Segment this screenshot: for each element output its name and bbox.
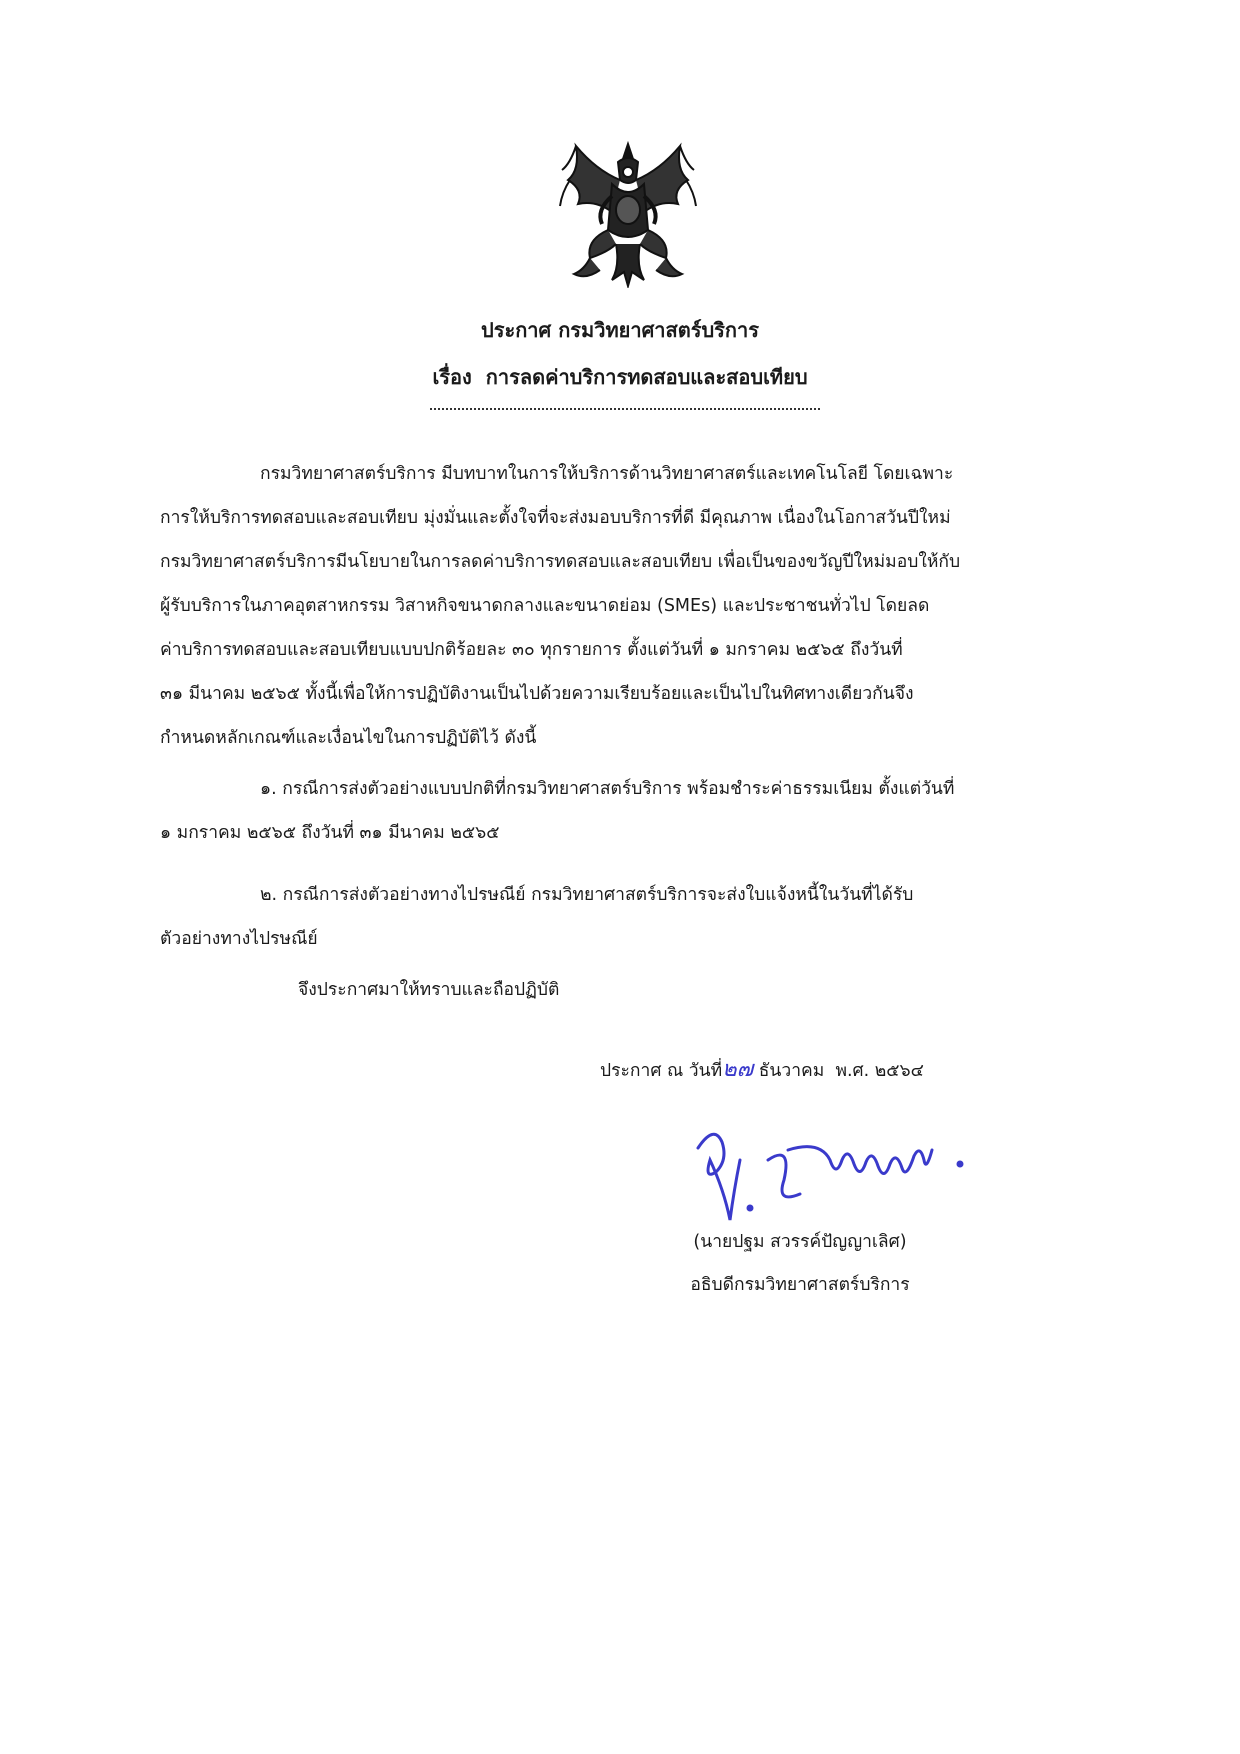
item-2-line: ตัวอย่างทางไปรษณีย์: [160, 929, 318, 949]
intro-line: กรมวิทยาศาสตร์บริการ มีบทบาทในการให้บริการด้านวิทยาศาสตร์และเทคโนโลยี โดยเฉพาะ: [260, 464, 954, 484]
announcement-date: [600, 1050, 924, 1091]
item-1-line: ๑ มกราคม ๒๕๖๕ ถึงวันที่ ๓๑ มีนาคม ๒๕๖๕: [160, 823, 500, 843]
intro-line: ผู้รับบริการในภาคอุตสาหกรรม วิสาหกิจขนาดกลางและขนาดย่อม (SMEs) และประชาชนทั่วไป โดยลด: [160, 596, 930, 616]
intro-paragraph: [160, 452, 1095, 760]
intro-line: กรมวิทยาศาสตร์บริการมีนโยบายในการลดค่าบริการทดสอบและสอบเทียบ เพื่อเป็นของขวัญปีใหม่มอบให้กับ: [160, 552, 961, 572]
item-1-line: ๑. กรณีการส่งตัวอย่างแบบปกติที่กรมวิทยาศาสตร์บริการ พร้อมชำระค่าธรรมเนียม ตั้งแต่วันที่: [260, 779, 955, 799]
subject-label: เรื่อง: [432, 365, 472, 389]
item-2-paragraph: [160, 873, 1095, 961]
date-year: พ.ศ. ๒๕๖๔: [835, 1061, 924, 1081]
date-prefix: ประกาศ ณ วันที่: [600, 1061, 723, 1081]
handwritten-day: ๒๗: [722, 1057, 754, 1082]
signatory-name: (นายปฐม สวรรค์ปัญญาเลิศ): [693, 1232, 907, 1252]
date-month: ธันวาคม: [758, 1061, 825, 1081]
announcement-subject: [0, 362, 1240, 392]
handwritten-signature: [680, 1120, 980, 1230]
item-2-line: ๒. กรณีการส่งตัวอย่างทางไปรษณีย์ กรมวิทยาศาสตร์บริการจะส่งใบแจ้งหนี้ในวันที่ได้รับ: [260, 885, 914, 905]
intro-line: ค่าบริการทดสอบและสอบเทียบแบบปกติร้อยละ ๓๐ ทุกรายการ ตั้งแต่วันที่ ๑ มกราคม ๒๕๖๕ ถึงวันที่: [160, 640, 903, 660]
subject-text: การลดค่าบริการทดสอบและสอบเทียบ: [485, 365, 808, 389]
signatory-position: อธิบดีกรมวิทยาศาสตร์บริการ: [690, 1275, 910, 1295]
intro-line: กำหนดหลักเกณฑ์และเงื่อนไขในการปฏิบัติไว้ ดังนี้: [160, 728, 537, 748]
intro-line: การให้บริการทดสอบและสอบเทียบ มุ่งมั่นและตั้งใจที่จะส่งมอบบริการที่ดี มีคุณภาพ เนื่องในโอกาสวันปีใหม่: [160, 508, 951, 528]
item-1-paragraph: [160, 767, 1095, 855]
dotted-divider: [430, 408, 820, 412]
garuda-emblem-icon: [556, 140, 700, 288]
announcement-title: ประกาศ กรมวิทยาศาสตร์บริการ: [481, 318, 759, 342]
intro-line: ๓๑ มีนาคม ๒๕๖๕ ทั้งนี้เพื่อให้การปฏิบัติงานเป็นไปด้วยความเรียบร้อยและเป็นไปในทิศทางเดียวกันจึง: [160, 684, 914, 704]
closing-statement: จึงประกาศมาให้ทราบและถือปฏิบัติ: [298, 980, 560, 1000]
